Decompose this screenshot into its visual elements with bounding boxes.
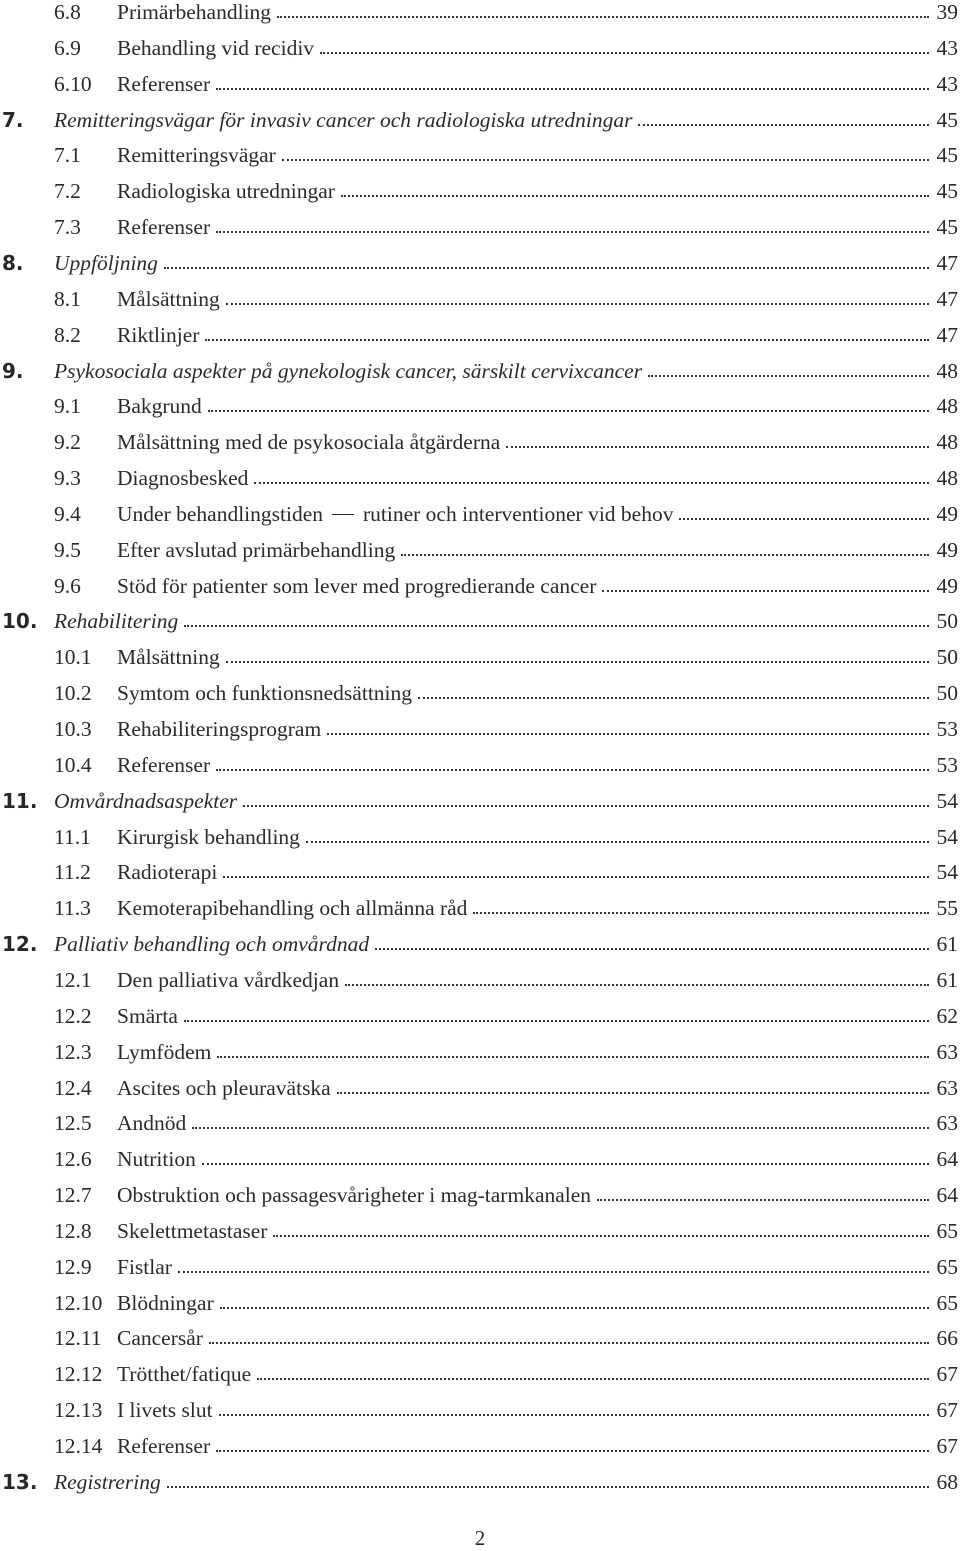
toc-entry-title-text: Nutrition [117,1147,196,1172]
toc-entry-number: 9.6 [54,573,81,598]
toc-entry-title-text: Remitteringsvägar [117,143,276,168]
toc-section-entry[interactable] [0,962,960,998]
toc-entry-title [117,1392,213,1428]
dot-leader [254,482,928,484]
toc-section-entry[interactable] [0,66,960,102]
toc-entry-number: 8.2 [54,322,81,347]
toc-entry-page: 61 [936,932,958,957]
toc-section-entry[interactable] [0,1392,960,1428]
toc-entry-number: 12.5 [54,1111,92,1136]
toc-section-entry[interactable] [0,1177,960,1213]
dot-leader [202,1163,929,1165]
toc-entry-page: 66 [936,1326,958,1351]
dot-leader [192,1127,928,1129]
toc-entry-number: 6.8 [54,0,81,24]
toc-entry-title [117,0,271,30]
toc-entry-page: 63 [936,1111,958,1136]
toc-entry-page: 63 [936,1039,958,1064]
toc-chapter-entry[interactable] [0,245,960,281]
toc-entry-title-text: Riktlinjer [117,322,200,347]
toc-section-entry[interactable] [0,1070,960,1106]
toc-entry-title-text: Målsättning [117,645,220,670]
toc-entry-number: 7.2 [54,179,81,204]
toc-section-entry[interactable] [0,854,960,890]
toc-entry-title-text: Under behandlingstiden [117,501,323,526]
toc-entry-page: 54 [936,788,958,813]
dot-leader [226,661,929,663]
toc-entry-title [117,998,178,1034]
toc-entry-title-text: Remitteringsvägar för invasiv cancer och radiologiska utredningar [54,107,633,132]
toc-entry-title [117,890,467,926]
toc-entry-title [117,1177,591,1213]
toc-section-entry[interactable] [0,1356,960,1392]
toc-entry-title [54,353,642,389]
toc-entry-title [117,66,210,102]
toc-entry-page: 47 [936,322,958,347]
toc-entry-title-text: Referenser [117,71,211,96]
toc-entry-title [117,747,210,783]
toc-section-entry[interactable] [0,675,960,711]
toc-entry-number: 11.2 [54,860,91,885]
dot-leader [506,446,928,448]
dot-leader [306,841,929,843]
toc-entry-page: 64 [936,1147,958,1172]
toc-entry-title [117,281,220,317]
toc-entry-title [117,854,217,890]
toc-entry-number: 12.3 [54,1039,92,1064]
toc-entry-number: 11. [2,788,38,813]
dot-leader [418,697,928,699]
toc-section-entry[interactable] [0,532,960,568]
toc-entry-title [117,388,202,424]
toc-entry-page: 39 [936,0,958,24]
toc-section-entry[interactable] [0,281,960,317]
toc-entry-number: 10.4 [54,752,92,777]
toc-entry-number: 9.1 [54,394,81,419]
toc-entry-title-text: Referenser [117,752,211,777]
toc-section-entry[interactable] [0,998,960,1034]
toc-entry-number: 9.4 [54,501,81,526]
toc-entry-title-text: Smärta [117,1003,178,1028]
dot-leader [320,52,928,54]
toc-entry-title-text: Målsättning [117,286,220,311]
toc-entry-number: 12.9 [54,1254,92,1279]
dot-leader [208,410,929,412]
toc-entry-number: 9. [2,358,24,383]
toc-section-entry[interactable] [0,639,960,675]
toc-entry-page: 63 [936,1075,958,1100]
toc-entry-number: 11.1 [54,824,91,849]
toc-entry-title-text: Primärbehandling [117,0,272,24]
toc-entry-number: 10.3 [54,717,92,741]
toc-section-entry[interactable] [0,0,960,30]
toc-section-entry[interactable] [0,1141,960,1177]
dot-leader [243,805,928,807]
toc-section-entry[interactable] [0,1249,960,1285]
dot-leader [184,625,928,627]
toc-entry-title [54,603,178,639]
toc-entry-page: 53 [936,717,958,741]
toc-entry-number: 7. [2,107,24,132]
toc-section-entry[interactable] [0,890,960,926]
toc-entry-page: 53 [936,752,958,777]
toc-entry-title-text: Omvårdnadsaspekter [54,788,238,813]
toc-entry-number: 12.7 [54,1183,92,1208]
toc-entry-title-text: Rehabilitering [54,609,179,634]
toc-entry-title-text: Lymfödem [117,1039,212,1064]
dot-leader [327,733,928,735]
toc-entry-title-text: Referenser [117,1434,211,1458]
toc-entry-title-text: Psykosociala aspekter på gynekologisk cancer, särskilt cervixcancer [54,358,643,383]
toc-section-entry[interactable] [0,137,960,173]
toc-section-entry[interactable] [0,460,960,496]
toc-entry-page: 45 [936,215,958,240]
toc-entry-title [117,317,199,353]
dot-leader [273,1235,928,1237]
toc-entry-page: 43 [936,35,958,60]
toc-entry-page: 55 [936,896,958,921]
toc-entry-page: 65 [936,1290,958,1315]
dot-leader [209,1342,929,1344]
toc-entry-page: 48 [936,466,958,491]
toc-entry-number: 12.10 [54,1290,103,1315]
toc-section-entry[interactable] [0,388,960,424]
toc-entry-page: 50 [936,681,958,706]
dot-leader [282,159,929,161]
toc-entry-title-text: Radiologiska utredningar [117,179,335,204]
toc-section-entry[interactable] [0,1428,960,1464]
dot-leader [184,1020,929,1022]
toc-entry-title-text: I livets slut [117,1398,213,1423]
toc-entry-number: 10. [2,609,38,634]
toc-entry-title-text: Stöd för patienter som lever med progredierande cancer [117,573,597,598]
toc-entry-number: 6.9 [54,35,81,60]
dot-leader [597,1199,928,1201]
toc-entry-title-text: Uppföljning [54,250,158,275]
toc-entry-page: 47 [936,286,958,311]
toc-entry-title [117,819,300,855]
toc-entry-title [117,639,220,675]
toc-section-entry[interactable] [0,1320,960,1356]
dot-leader [401,554,928,556]
toc-entry-title [117,30,314,66]
toc-entry-title [117,460,248,496]
toc-section-entry[interactable] [0,424,960,460]
dot-leader [223,876,928,878]
em-dash [332,514,354,515]
toc-entry-number: 6.10 [54,71,92,96]
toc-entry-title [117,532,395,568]
dot-leader [216,769,928,771]
toc-entry-number: 12. [2,932,38,957]
toc-entry-number: 11.3 [54,896,91,921]
toc-entry-title [117,568,596,604]
dot-leader [178,1271,929,1273]
toc-entry-title [117,209,210,245]
toc-entry-number: 10.1 [54,645,92,670]
toc-chapter-entry[interactable] [0,353,960,389]
toc-entry-title [117,1249,172,1285]
toc-entry-number: 12.6 [54,1147,92,1172]
toc-entry-title-text: Skelettmetastaser [117,1218,268,1243]
toc-entry-title [54,926,369,962]
toc-section-entry[interactable] [0,747,960,783]
toc-entry-page: 43 [936,71,958,96]
toc-section-entry[interactable] [0,496,960,532]
toc-chapter-entry[interactable] [0,783,960,819]
dot-leader [638,124,928,126]
toc-section-entry[interactable] [0,819,960,855]
toc-entry-title [54,102,632,138]
dot-leader [602,590,928,592]
toc-entry-number: 7.1 [54,143,81,168]
toc-entry-title [117,424,500,460]
toc-entry-title [54,783,237,819]
toc-section-entry[interactable] [0,173,960,209]
dot-leader [473,912,928,914]
toc-entry-page: 67 [936,1398,958,1423]
toc-entry-title-text: Referenser [117,215,211,240]
toc-entry-number: 8. [2,250,24,275]
toc-entry-title [117,1034,211,1070]
toc-entry-number: 13. [2,1469,38,1494]
toc-section-entry[interactable] [0,209,960,245]
toc-entry-page: 47 [936,250,958,275]
toc-entry-number: 12.13 [54,1398,103,1423]
toc-entry-page: 65 [936,1218,958,1243]
toc-entry-page: 45 [936,107,958,132]
toc-section-entry[interactable] [0,30,960,66]
toc-entry-page: 54 [936,860,958,885]
toc-entry-title [117,1105,186,1141]
toc-entry-page: 65 [936,1254,958,1279]
toc-entry-title [117,711,321,747]
toc-entry-title [117,1213,267,1249]
toc-entry-title-text: Den palliativa vårdkedjan [117,967,340,992]
toc-entry-title [117,1320,203,1356]
toc-entry-title-text: Palliativ behandling och omvårdnad [54,932,370,957]
toc-chapter-entry[interactable] [0,926,960,962]
toc-entry-title-text: Cancersår [117,1326,203,1351]
toc-section-entry[interactable] [0,1034,960,1070]
toc-entry-page: 45 [936,179,958,204]
toc-entry-number: 12.14 [54,1434,103,1458]
toc-entry-page: 67 [936,1434,958,1458]
toc-entry-title [117,1285,214,1321]
toc-entry-page: 45 [936,143,958,168]
dot-leader [220,1307,929,1309]
toc-entry-number: 10.2 [54,681,92,706]
toc-entry-number: 12.4 [54,1075,92,1100]
toc-entry-title [117,962,339,998]
toc-entry-title-text: Fistlar [117,1254,172,1279]
toc-entry-title [117,496,673,532]
toc-entry-title [117,1356,251,1392]
toc-entry-title [117,137,276,173]
toc-entry-number: 9.5 [54,537,81,562]
dot-leader [345,984,928,986]
toc-entry-page: 49 [936,537,958,562]
dot-leader [205,339,928,341]
dot-leader [277,16,928,18]
toc-entry-title-text: Registrering [54,1469,161,1494]
toc-entry-page: 64 [936,1183,958,1208]
dot-leader [217,1056,928,1058]
toc-entry-title [117,173,335,209]
dot-leader [257,1378,928,1380]
toc-chapter-entry[interactable] [0,603,960,639]
toc-entry-title-text: Andnöd [117,1111,187,1136]
toc-entry-title-text: Kirurgisk behandling [117,824,300,849]
toc-entry-number: 9.3 [54,466,81,491]
toc-entry-number: 12.2 [54,1003,92,1028]
toc-chapter-entry[interactable] [0,1464,960,1500]
page-number: 2 [474,1526,486,1550]
dot-leader [679,518,928,520]
dot-leader [337,1092,929,1094]
toc-entry-title [117,675,412,711]
dot-leader [219,1414,929,1416]
toc-entry-title [54,245,158,281]
toc-entry-page: 68 [936,1469,958,1494]
dot-leader [216,1450,928,1452]
toc-entry-number: 7.3 [54,215,81,240]
toc-entry-title [117,1070,331,1106]
toc-section-entry[interactable] [0,1213,960,1249]
toc-entry-title-text: Diagnosbesked [117,466,249,491]
toc-entry-title-text: Efter avslutad primärbehandling [117,537,396,562]
toc-section-entry[interactable] [0,711,960,747]
toc-entry-title-text: Blödningar [117,1290,214,1315]
toc-entry-title-text: Bakgrund [117,394,202,419]
dot-leader [341,195,929,197]
toc-section-entry[interactable] [0,1105,960,1141]
toc-entry-number: 12.1 [54,967,92,992]
toc-entry-title-text: Ascites och pleuravätska [117,1075,331,1100]
dot-leader [226,303,929,305]
toc-section-entry[interactable] [0,317,960,353]
toc-section-entry[interactable] [0,1285,960,1321]
toc-entry-number: 12.11 [54,1326,102,1351]
toc-entry-number: 9.2 [54,430,81,455]
dot-leader [164,267,929,269]
toc-chapter-entry[interactable] [0,102,960,138]
toc-entry-page: 49 [936,573,958,598]
toc-entry-title [117,1428,210,1464]
dot-leader [167,1486,929,1488]
toc-entry-title-text: Kemoterapibehandling och allmänna råd [117,896,468,921]
toc-entry-page: 67 [936,1362,958,1387]
dot-leader [216,231,928,233]
toc-section-entry[interactable] [0,568,960,604]
toc-entry-title-text: Obstruktion och passagesvårigheter i mag-tarmkanalen [117,1183,592,1208]
toc-entry-page: 48 [936,430,958,455]
toc-entry-number: 12.12 [54,1362,103,1387]
dot-leader [216,88,928,90]
toc-entry-title-continuation: rutiner och interventioner vid behov [363,501,674,526]
dot-leader [375,948,928,950]
toc-entry-number: 12.8 [54,1218,92,1243]
toc-entry-page: 49 [936,501,958,526]
toc-entry-number: 8.1 [54,286,81,311]
toc-entry-title-text: Målsättning med de psykosociala åtgärderna [117,430,501,455]
toc-entry-title-text: Radioterapi [117,860,218,885]
toc-entry-title-text: Trötthet/fatique [117,1362,252,1387]
dot-leader [648,375,928,377]
toc-entry-title [117,1141,196,1177]
toc-entry-page: 50 [936,609,958,634]
toc-entry-page: 62 [936,1003,958,1028]
toc-entry-title [54,1464,161,1500]
toc-entry-title-text: Behandling vid recidiv [117,35,315,60]
toc-entry-title-text: Rehabiliteringsprogram [117,717,322,741]
toc-entry-page: 48 [936,358,958,383]
toc-entry-page: 54 [936,824,958,849]
toc-entry-page: 50 [936,645,958,670]
toc-entry-page: 61 [936,967,958,992]
toc-entry-page: 48 [936,394,958,419]
toc-entry-title-text: Symtom och funktionsnedsättning [117,681,413,706]
